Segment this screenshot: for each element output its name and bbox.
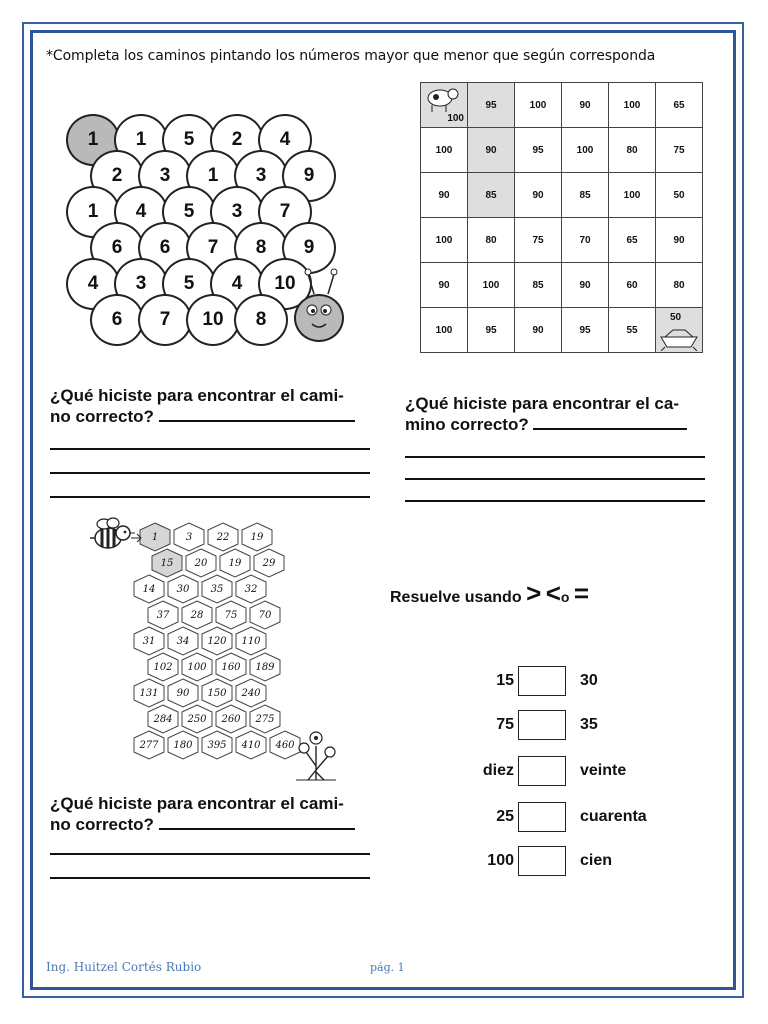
grid-row (421, 308, 703, 353)
grid-cell[interactable]: 100 (468, 263, 515, 308)
question-2 (405, 394, 687, 435)
grid-cell[interactable]: 100 (609, 83, 656, 128)
caterpillar-cell[interactable]: 1 (66, 114, 120, 166)
resuelve-heading (390, 578, 589, 609)
grid-cell[interactable]: 80 (468, 218, 515, 263)
caterpillar-cell[interactable]: 4 (114, 186, 168, 238)
caterpillar-cell[interactable]: 4 (66, 258, 120, 310)
answer-line[interactable] (159, 814, 355, 830)
grid-cell[interactable]: 100 (421, 308, 468, 353)
caterpillar-cell[interactable]: 2 (90, 150, 144, 202)
honeycomb-value: 31 (142, 635, 156, 647)
answer-line[interactable] (159, 406, 355, 422)
grid-cell[interactable]: 65 (609, 218, 656, 263)
grid-end-value: 50 (670, 312, 682, 323)
caterpillar-cell[interactable]: 3 (138, 150, 192, 202)
grid-cell[interactable]: 65 (656, 83, 703, 128)
comparison-answer-box[interactable] (518, 846, 566, 876)
bee-icon (86, 516, 136, 554)
grid-cell[interactable]: 80 (656, 263, 703, 308)
honeycomb-value: 180 (173, 739, 193, 751)
question-3-line1: ¿Qué hiciste para encontrar el cami- (50, 794, 344, 813)
grid-cell[interactable]: 95 (515, 128, 562, 173)
comparison-row (440, 846, 700, 876)
honeycomb-value: 410 (241, 739, 261, 751)
footer-author: Ing. Huitzel Cortés Rubio (46, 960, 202, 974)
comparison-left: 25 (496, 808, 514, 825)
grid-cell[interactable]: 90 (562, 263, 609, 308)
honeycomb-cell[interactable] (200, 730, 234, 760)
honeycomb-cell[interactable] (234, 730, 268, 760)
grid-cell[interactable]: 95 (468, 83, 515, 128)
question-3-line2: no correcto? (50, 815, 154, 834)
answer-line[interactable] (405, 456, 705, 458)
answer-line[interactable] (50, 877, 370, 879)
comparison-answer-box[interactable] (518, 666, 566, 696)
caterpillar-cell[interactable]: 1 (66, 186, 120, 238)
honeycomb-value: 19 (250, 531, 264, 543)
comparison-answer-box[interactable] (518, 710, 566, 740)
comparison-right: cien (580, 852, 613, 869)
honeycomb-value: 70 (258, 609, 272, 621)
grid-cell[interactable]: 70 (562, 218, 609, 263)
honeycomb-value: 19 (228, 557, 242, 569)
caterpillar-cell[interactable]: 8 (234, 222, 288, 274)
comparison-answer-box[interactable] (518, 756, 566, 786)
caterpillar-cell[interactable]: 10 (258, 258, 312, 310)
grid-row (421, 218, 703, 263)
grid-row (421, 263, 703, 308)
caterpillar-cell[interactable]: 3 (210, 186, 264, 238)
grid-row (421, 128, 703, 173)
caterpillar-cell[interactable]: 5 (162, 114, 216, 166)
caterpillar-cell[interactable]: 10 (186, 294, 240, 346)
number-grid-puzzle (420, 82, 703, 353)
grid-cell[interactable]: 95 (468, 308, 515, 353)
caterpillar-cell[interactable]: 7 (258, 186, 312, 238)
honeycomb-value: 14 (142, 583, 156, 595)
grid-cell[interactable]: 90 (562, 83, 609, 128)
comparison-right: 30 (580, 672, 598, 689)
comparison-row (440, 802, 700, 832)
grid-cell[interactable]: 75 (656, 128, 703, 173)
honeycomb-value: 32 (244, 583, 258, 595)
antenna-icon (302, 266, 342, 296)
honeycomb-value: 284 (153, 713, 173, 725)
honeycomb-value: 15 (160, 557, 174, 569)
honeycomb-value: 35 (210, 583, 224, 595)
grid-cell[interactable]: 90 (468, 128, 515, 173)
grid-cell[interactable]: 90 (515, 173, 562, 218)
honeycomb-value: 30 (176, 583, 190, 595)
grid-cell[interactable] (421, 83, 468, 128)
honeycomb-value: 90 (176, 687, 190, 699)
honeycomb-value: 100 (187, 661, 207, 673)
honeycomb-value: 22 (216, 531, 230, 543)
caterpillar-cell[interactable]: 8 (234, 294, 288, 346)
grid-cell[interactable]: 100 (421, 218, 468, 263)
grid-cell[interactable]: 90 (515, 308, 562, 353)
answer-line[interactable] (405, 478, 705, 480)
question-1-line1: ¿Qué hiciste para encontrar el cami- (50, 386, 344, 405)
grid-cell[interactable]: 100 (421, 128, 468, 173)
comparison-right: veinte (580, 762, 627, 779)
caterpillar-cell[interactable]: 6 (138, 222, 192, 274)
grid-cell[interactable]: 60 (609, 263, 656, 308)
question-3 (50, 794, 355, 835)
grid-cell[interactable]: 100 (562, 128, 609, 173)
caterpillar-cell[interactable]: 7 (138, 294, 192, 346)
comparison-row (440, 756, 700, 786)
comparison-row (440, 666, 700, 696)
grid-cell[interactable]: 55 (609, 308, 656, 353)
caterpillar-cell[interactable]: 9 (282, 150, 336, 202)
caterpillar-cell[interactable]: 2 (210, 114, 264, 166)
comparison-answer-box[interactable] (518, 802, 566, 832)
answer-line[interactable] (50, 853, 370, 855)
answer-line[interactable] (405, 500, 705, 502)
honeycomb-value: 460 (275, 739, 295, 751)
grid-cell[interactable]: 90 (656, 218, 703, 263)
caterpillar-cell[interactable]: 1 (186, 150, 240, 202)
equals-symbol: = (573, 578, 590, 608)
question-1-line2: no correcto? (50, 407, 154, 426)
comparison-right: cuarenta (580, 808, 647, 825)
caterpillar-cell[interactable]: 3 (114, 258, 168, 310)
grid-cell[interactable]: 80 (609, 128, 656, 173)
caterpillar-cell[interactable]: 4 (258, 114, 312, 166)
flower-icon (286, 726, 346, 782)
grid-start-value: 100 (447, 113, 464, 124)
caterpillar-head-icon (294, 294, 344, 342)
footer-page-number: pág. 1 (370, 961, 405, 974)
honeycomb-value: 131 (139, 687, 159, 699)
grid-cell[interactable]: 75 (515, 218, 562, 263)
grid-cell[interactable]: 95 (562, 308, 609, 353)
caterpillar-cell[interactable]: 7 (186, 222, 240, 274)
less-than-symbol: < (545, 578, 561, 608)
grid-cell[interactable]: 90 (421, 173, 468, 218)
comparison-right: 35 (580, 716, 598, 733)
honeycomb-value: 110 (241, 635, 261, 647)
honeycomb-value: 28 (190, 609, 204, 621)
honeycomb-value: 395 (207, 739, 227, 751)
honeycomb-value: 240 (241, 687, 261, 699)
honeycomb-value: 34 (176, 635, 190, 647)
honeycomb-value: 275 (255, 713, 275, 725)
comparison-row (440, 710, 700, 740)
honeycomb-cell[interactable] (132, 730, 166, 760)
grid-cell[interactable]: 85 (468, 173, 515, 218)
comparison-left: diez (482, 762, 514, 779)
honeycomb-value: 260 (221, 713, 241, 725)
caterpillar-cell[interactable]: 4 (210, 258, 264, 310)
caterpillar-cell[interactable]: 6 (90, 222, 144, 274)
grid-cell[interactable]: 100 (609, 173, 656, 218)
manger-icon (657, 327, 701, 351)
question-2-line1: ¿Qué hiciste para encontrar el ca- (405, 394, 679, 413)
honeycomb-value: 75 (224, 609, 238, 621)
comparison-left: 15 (496, 672, 514, 689)
honeycomb-value: 150 (207, 687, 227, 699)
honeycomb-value: 37 (156, 609, 170, 621)
honeycomb-value: 102 (153, 661, 173, 673)
answer-line[interactable] (533, 414, 687, 430)
answer-line[interactable] (50, 472, 370, 474)
resuelve-text: Resuelve usando (390, 589, 522, 606)
honeycomb-value: 1 (151, 531, 159, 543)
comparison-left: 75 (496, 716, 514, 733)
instruction-text: *Completa los caminos pintando los números mayor que menor que según corresponda (46, 48, 656, 64)
honeycomb-value: 3 (185, 531, 193, 543)
honeycomb-value: 29 (262, 557, 276, 569)
grid-cell[interactable]: 50 (656, 173, 703, 218)
caterpillar-puzzle (60, 108, 350, 348)
grid-row (421, 173, 703, 218)
caterpillar-cell[interactable]: 6 (90, 294, 144, 346)
answer-line[interactable] (50, 496, 370, 498)
honeycomb-value: 120 (207, 635, 227, 647)
answer-line[interactable] (50, 448, 370, 450)
or-text: o (560, 589, 570, 605)
caterpillar-cell[interactable]: 9 (282, 222, 336, 274)
honeycomb-value: 160 (221, 661, 241, 673)
grid-cell[interactable]: 85 (515, 263, 562, 308)
grid-cell[interactable]: 85 (562, 173, 609, 218)
caterpillar-cell[interactable]: 3 (234, 150, 288, 202)
comparison-left: 100 (487, 852, 514, 869)
question-1 (50, 386, 355, 427)
greater-than-symbol: > (526, 578, 542, 608)
grid-cell[interactable]: 90 (421, 263, 468, 308)
honeycomb-value: 189 (255, 661, 275, 673)
caterpillar-cell[interactable]: 1 (114, 114, 168, 166)
grid-cell[interactable] (656, 308, 703, 353)
caterpillar-cell[interactable]: 5 (162, 186, 216, 238)
caterpillar-cell[interactable]: 5 (162, 258, 216, 310)
honeycomb-value: 20 (194, 557, 208, 569)
grid-row (421, 83, 703, 128)
grid-cell[interactable]: 100 (515, 83, 562, 128)
question-2-line2: mino correcto? (405, 415, 529, 434)
honeycomb-cell[interactable] (166, 730, 200, 760)
honeycomb-value: 277 (139, 739, 159, 751)
honeycomb-value: 250 (187, 713, 207, 725)
